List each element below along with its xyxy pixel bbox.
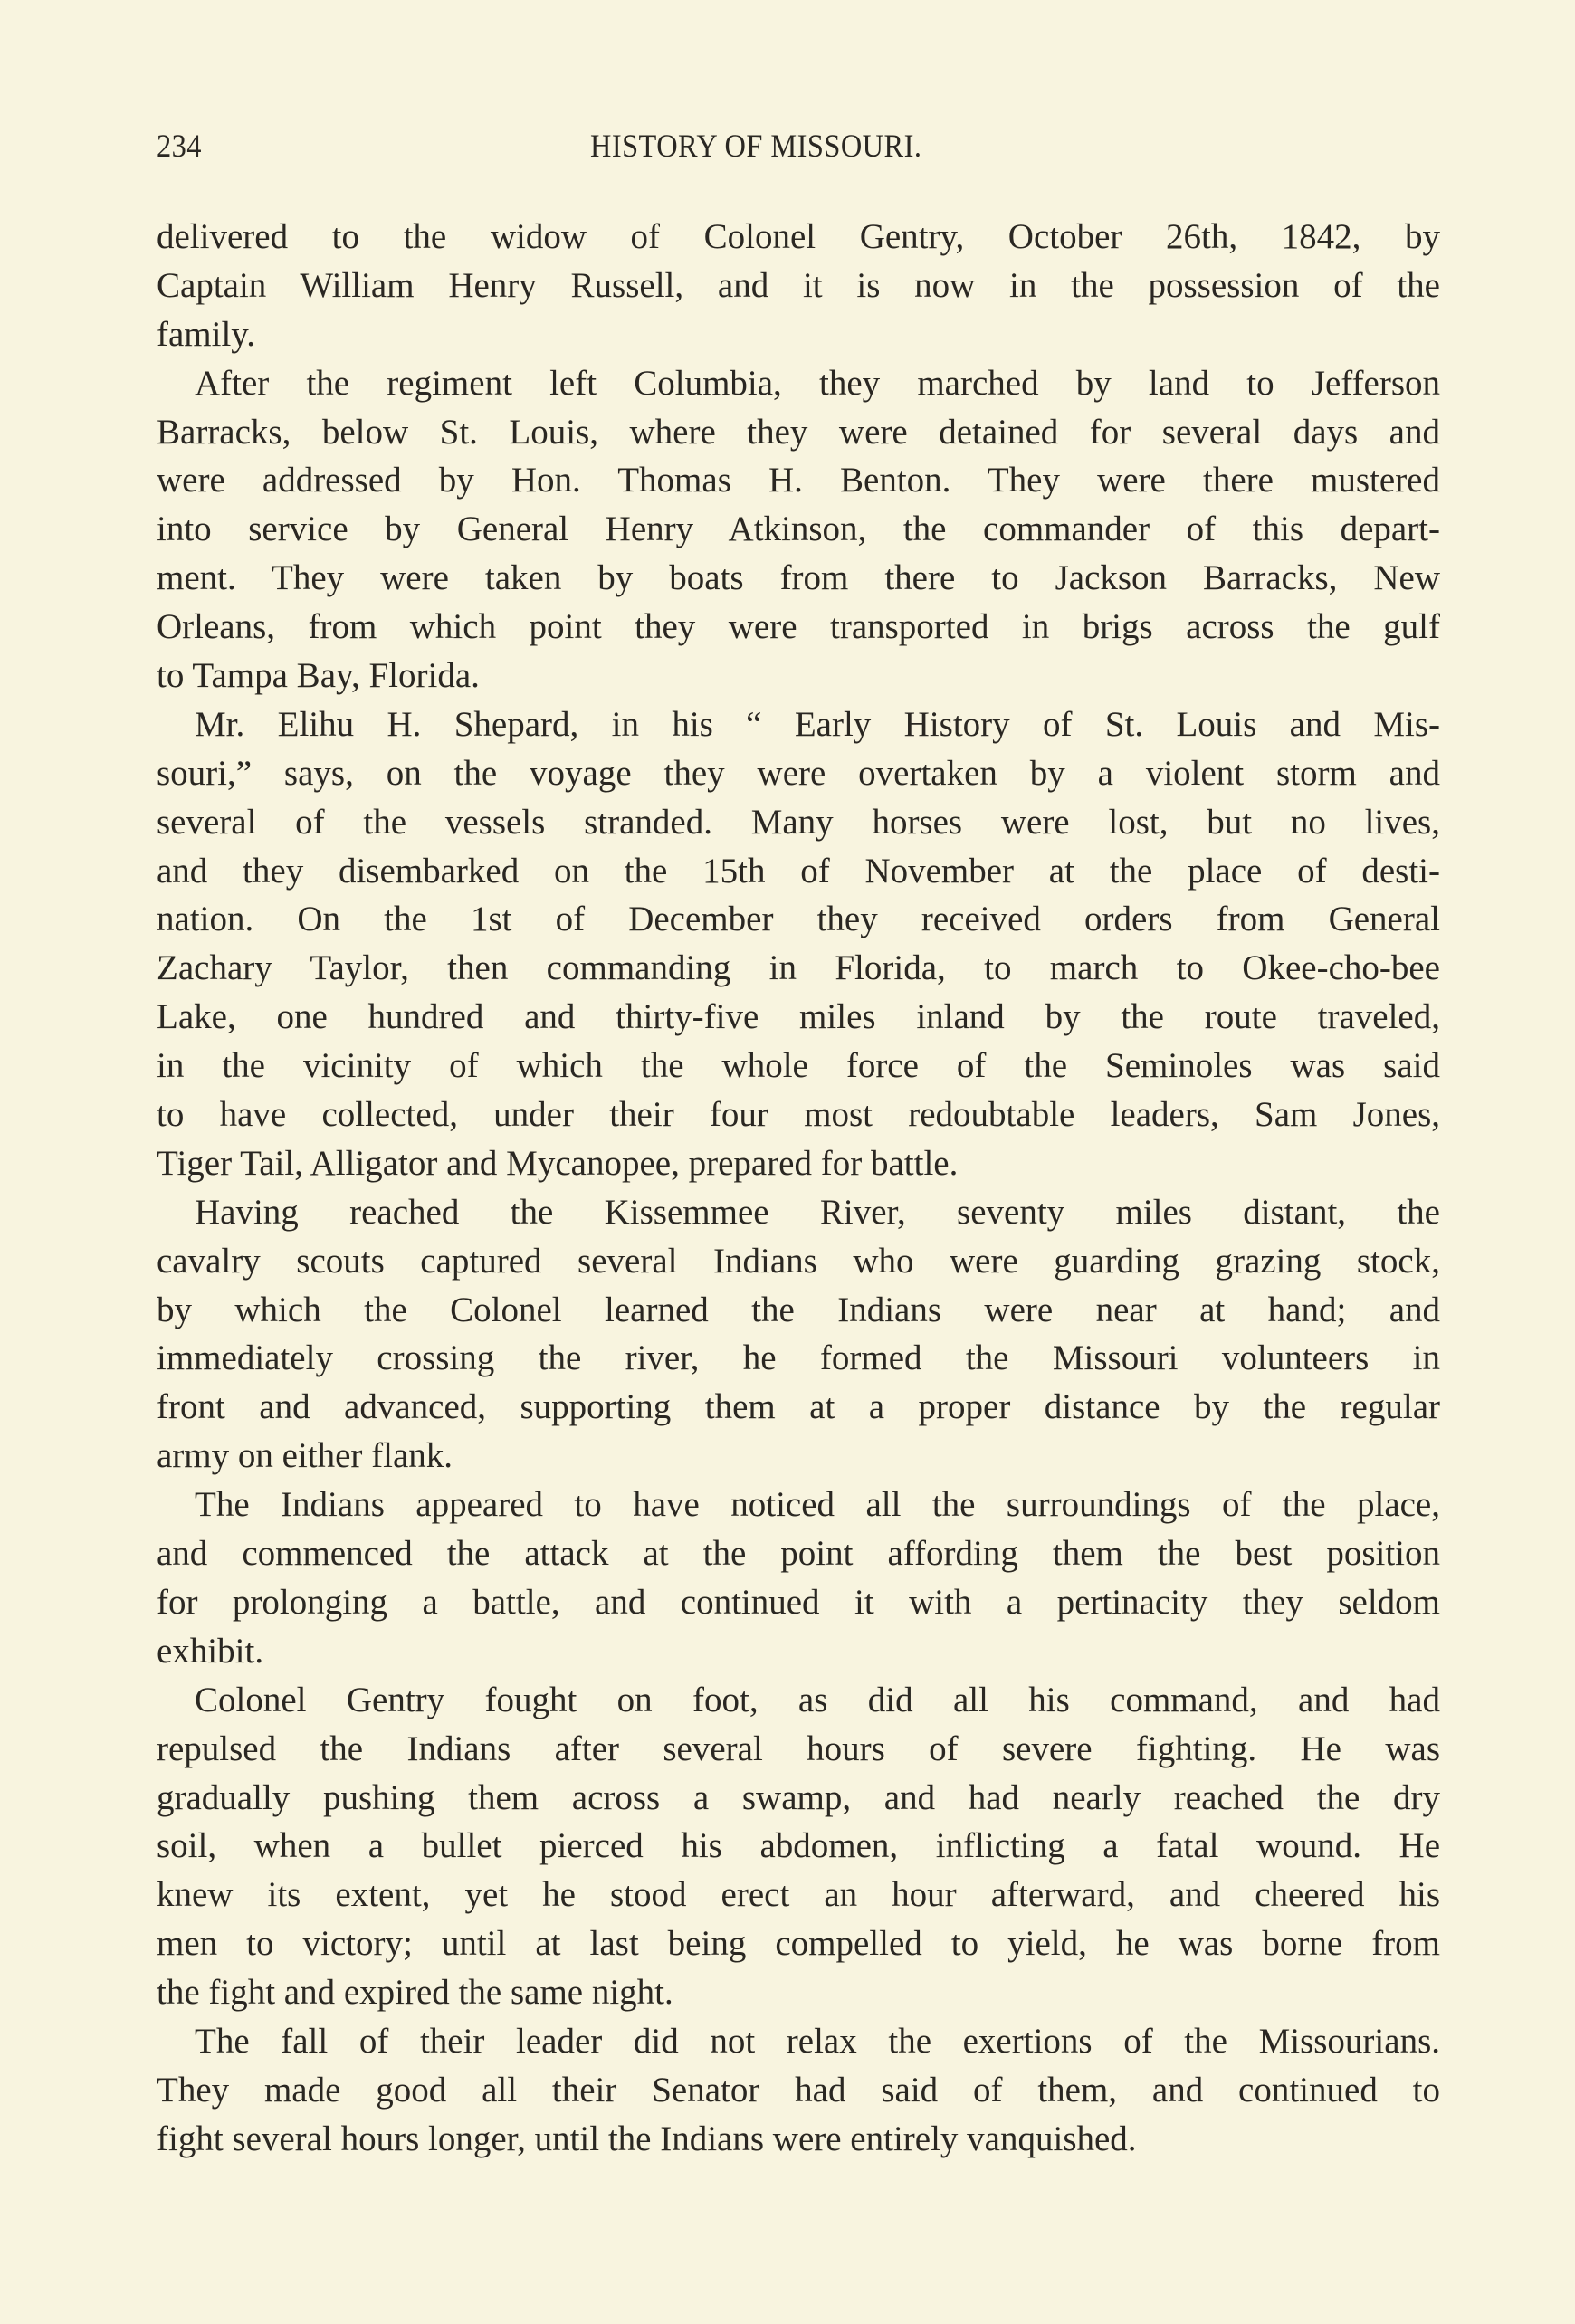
text-line: soil, when a bullet pierced his abdomen, inflicting a fatal wound. He — [157, 1826, 1440, 1866]
text-line: to have collected, under their four most redoubtable leaders, Sam Jones, — [157, 1095, 1440, 1135]
text-line: and commenced the attack at the point affording them the best position — [157, 1534, 1440, 1574]
text-line: souri,” says, on the voyage they were overtaken by a violent storm and — [157, 753, 1440, 793]
text-line: After the regiment left Columbia, they marched by land to Jefferson — [195, 363, 1440, 403]
text-line: cavalry scouts captured several Indians who were guarding grazing stock, — [157, 1241, 1440, 1281]
text-line: immediately crossing the river, he formed the Missouri volunteers in — [157, 1338, 1440, 1378]
text-line: exhibit. — [157, 1631, 264, 1671]
paragraph — [157, 1188, 1440, 1481]
paragraph — [157, 700, 1440, 1188]
text-line: repulsed the Indians after several hours of severe fighting. He was — [157, 1729, 1440, 1768]
text-line: and they disembarked on the 15th of November at the place of desti- — [157, 851, 1440, 891]
page-body — [157, 213, 1440, 2164]
text-line: into service by General Henry Atkinson, the commander of this depart- — [157, 510, 1440, 549]
text-line: to Tampa Bay, Florida. — [157, 656, 480, 696]
paragraph — [157, 1481, 1440, 1676]
text-line: ment. They were taken by boats from there to Jackson Barracks, New — [157, 558, 1440, 598]
text-line: by which the Colonel learned the Indians were near at hand; and — [157, 1290, 1440, 1329]
text-line: They made good all their Senator had said of them, and continued to — [157, 2070, 1440, 2110]
paragraph — [157, 1676, 1440, 2017]
text-line: knew its extent, yet he stood erect an hour afterward, and cheered his — [157, 1875, 1440, 1915]
text-line: in the vicinity of which the whole force of the Seminoles was said — [157, 1046, 1440, 1086]
text-line: the fight and expired the same night. — [157, 1973, 673, 2013]
text-line: Zachary Taylor, then commanding in Florida, to march to Okee-cho-bee — [157, 948, 1440, 988]
text-line: The Indians appeared to have noticed all the surroundings of the place, — [195, 1485, 1440, 1525]
text-line: Having reached the Kissemmee River, seventy miles distant, the — [195, 1192, 1440, 1232]
running-title: HISTORY OF MISSOURI. — [590, 128, 922, 164]
text-line: Barracks, below St. Louis, where they were detained for several days and — [157, 412, 1440, 452]
paragraph — [157, 213, 1440, 359]
text-line: several of the vessels stranded. Many horses were lost, but no lives, — [157, 802, 1440, 842]
paragraph — [157, 2017, 1440, 2164]
text-line: front and advanced, supporting them at a proper distance by the regular — [157, 1387, 1440, 1427]
text-line: Captain William Henry Russell, and it is now in the possession of the — [157, 265, 1440, 305]
text-line: Mr. Elihu H. Shepard, in his “ Early History of St. Louis and Mis- — [195, 704, 1440, 744]
text-line: Lake, one hundred and thirty-five miles inland by the route traveled, — [157, 997, 1440, 1037]
text-line: Colonel Gentry fought on foot, as did all his command, and had — [195, 1680, 1440, 1719]
text-line: for prolonging a battle, and continued it with a pertinacity they seldom — [157, 1582, 1440, 1622]
text-line: gradually pushing them across a swamp, and had nearly reached the dry — [157, 1777, 1440, 1817]
text-line: family. — [157, 314, 256, 354]
text-line: Orleans, from which point they were transported in brigs across the gulf — [157, 607, 1440, 647]
paragraph — [157, 359, 1440, 700]
text-line: delivered to the widow of Colonel Gentry, October 26th, 1842, by — [157, 217, 1440, 256]
text-line: nation. On the 1st of December they received orders from General — [157, 900, 1440, 939]
text-line: army on either flank. — [157, 1436, 453, 1476]
page-number: 234 — [157, 128, 202, 164]
text-line: fight several hours longer, until the Indians were entirely vanquished. — [157, 2119, 1137, 2158]
text-line: The fall of their leader did not relax the exertions of the Missourians. — [195, 2021, 1440, 2061]
text-line: were addressed by Hon. Thomas H. Benton. They were there mustered — [157, 461, 1440, 500]
text-line: Tiger Tail, Alligator and Mycanopee, prepared for battle. — [157, 1143, 959, 1183]
text-line: men to victory; until at last being compelled to yield, he was borne from — [157, 1924, 1440, 1964]
